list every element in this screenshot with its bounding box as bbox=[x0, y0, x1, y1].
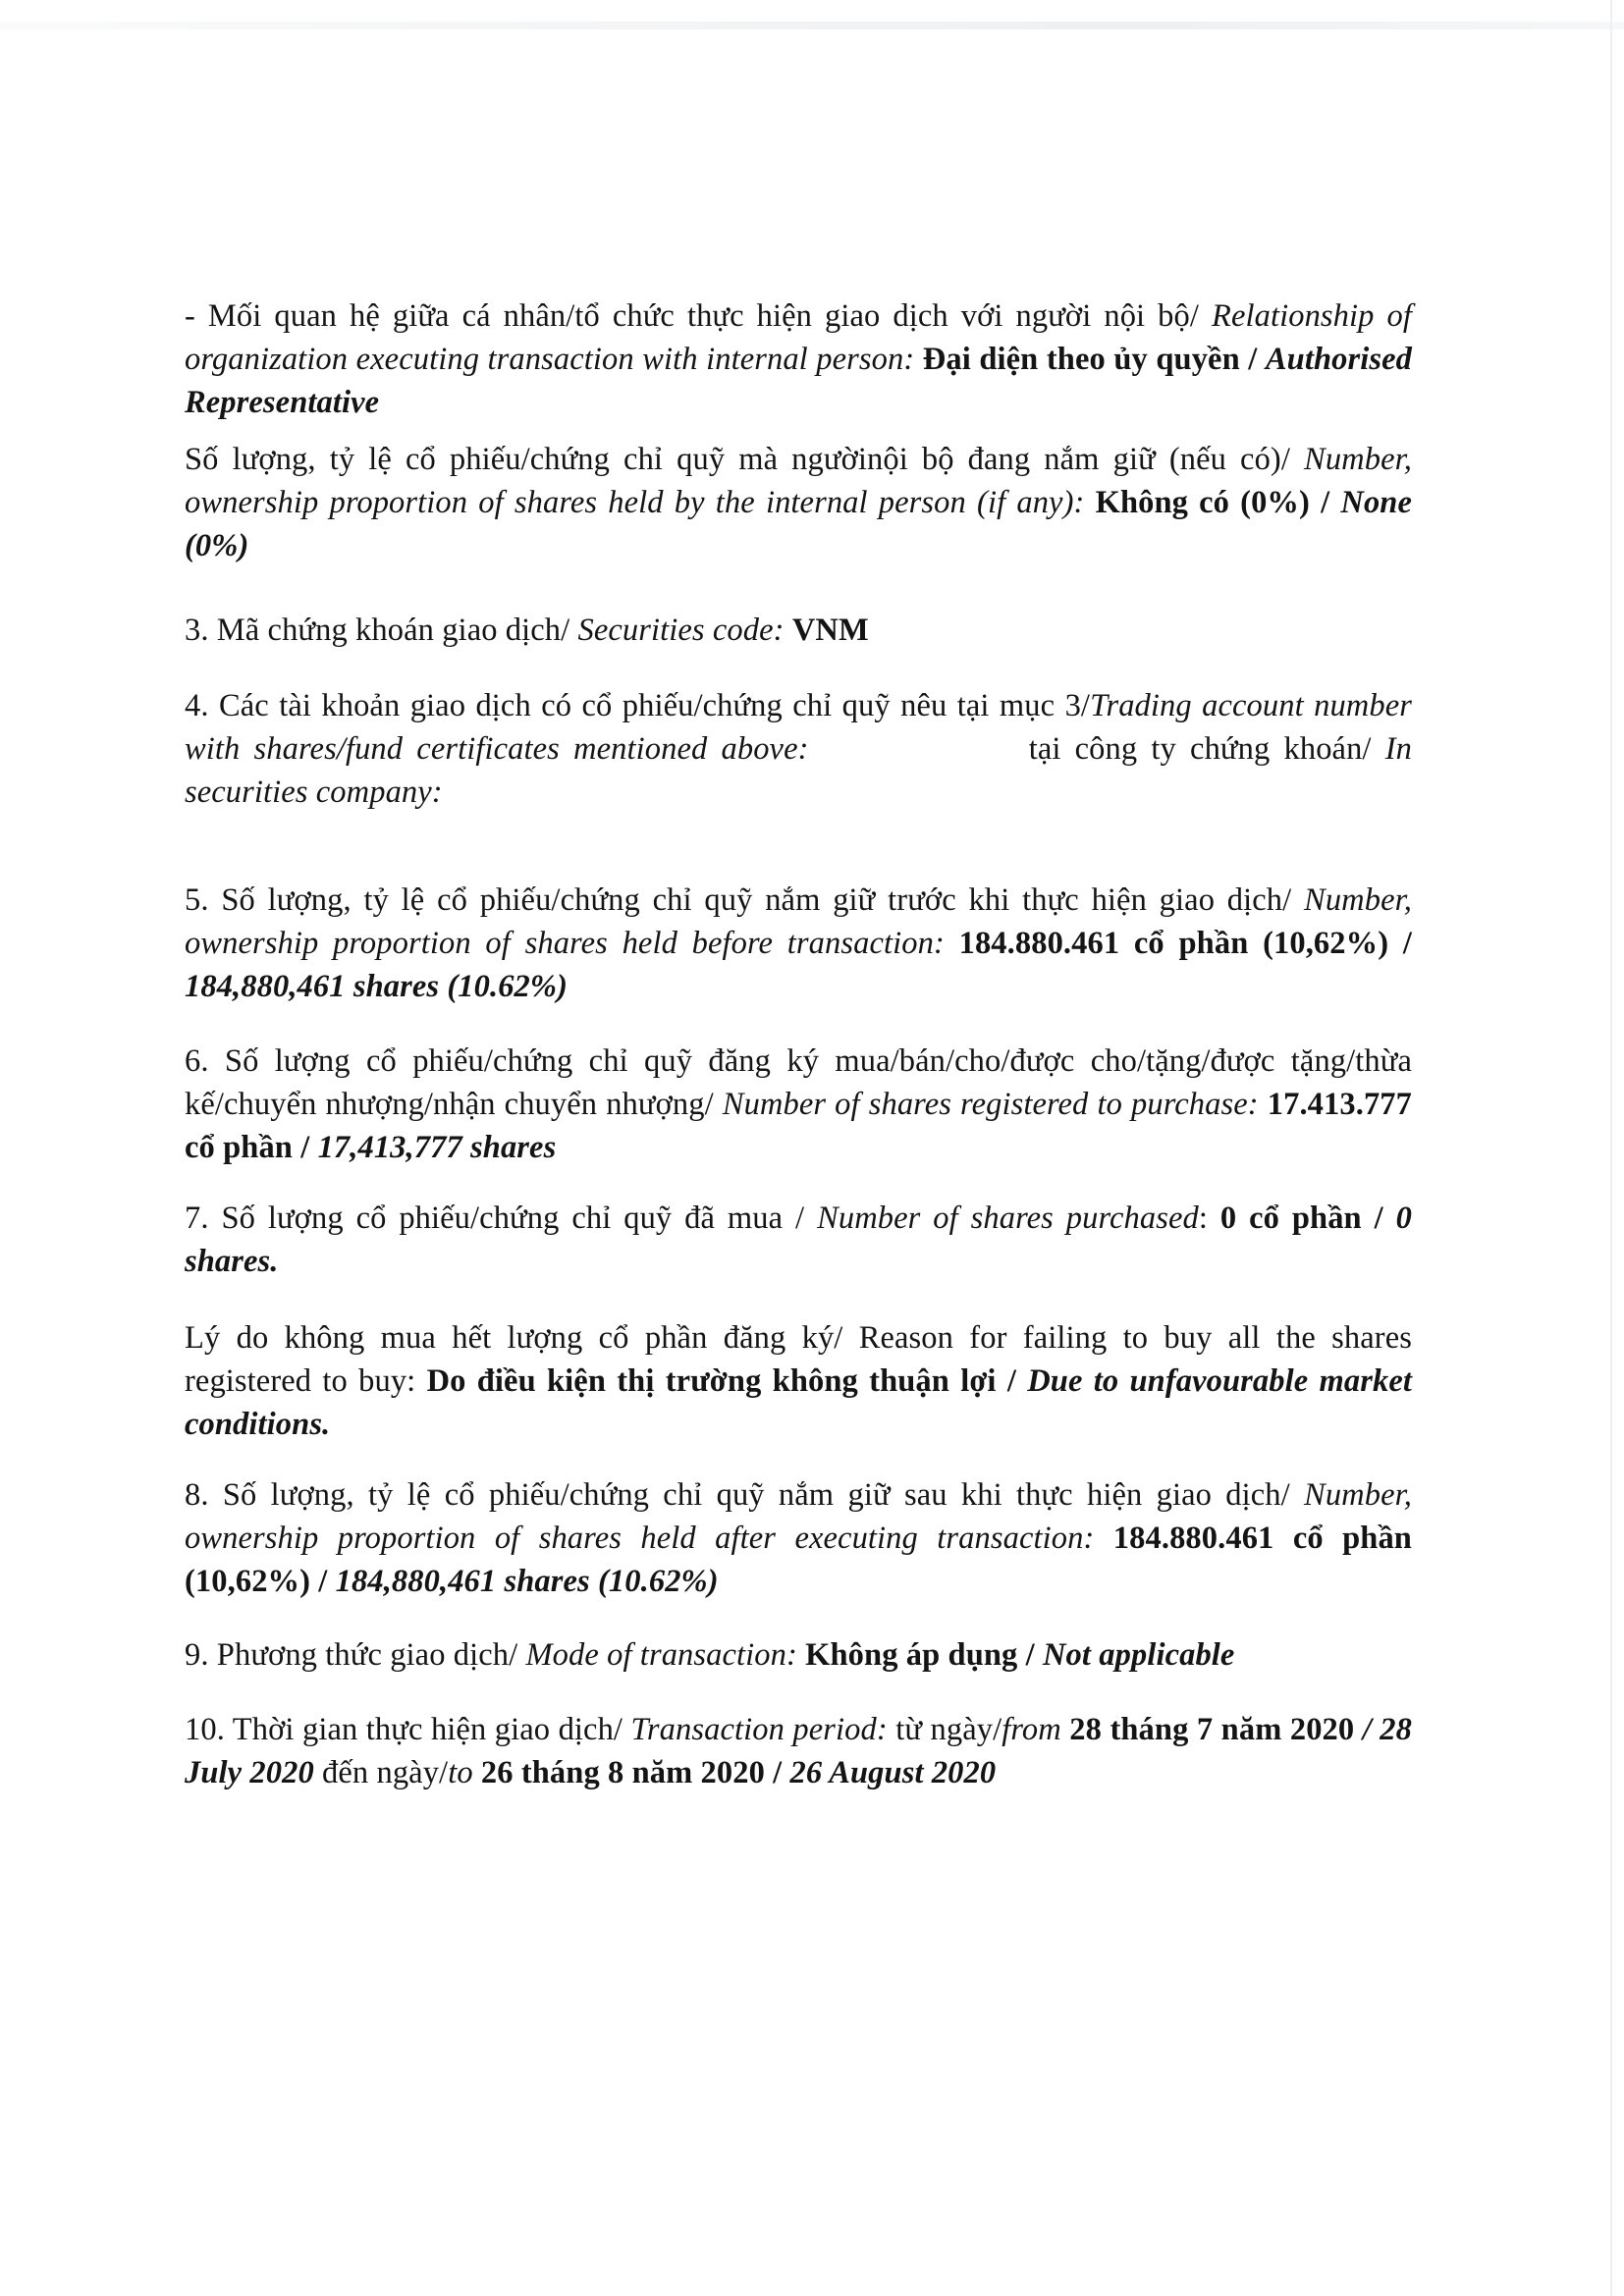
text-segment: 28 tháng 7 năm 2020 bbox=[1069, 1712, 1363, 1747]
text-segment: 8. Số lượng, tỷ lệ cổ phiếu/chứng chỉ quỹ nắm giữ sau khi thực hiện giao dịch/ bbox=[185, 1477, 1305, 1513]
text-segment: 26 tháng 8 năm 2020 / bbox=[480, 1755, 790, 1790]
text-segment: 4. Các tài khoản giao dịch có cổ phiếu/chứng chỉ quỹ nêu tại mục 3/ bbox=[185, 688, 1091, 723]
text-segment: đến ngày/ bbox=[322, 1755, 449, 1790]
text-segment: Authorised Representative bbox=[185, 342, 1412, 420]
text-segment: 0 shares. bbox=[185, 1201, 1412, 1279]
text-segment: Relationship of organization executing transaction with internal person: bbox=[185, 298, 1412, 377]
text-segment: 26 August 2020 bbox=[789, 1755, 997, 1790]
text-segment: Số lượng, tỷ lệ cổ phiếu/chứng chỉ quỹ mà ngườinội bộ đang nắm giữ (nếu có)/ bbox=[185, 442, 1305, 477]
text-segment: 184.880.461 cổ phần (10,62%) / bbox=[185, 1521, 1412, 1599]
text-segment: Do điều kiện thị trường không thuận lợi / bbox=[426, 1363, 1028, 1399]
text-segment: Due to unfavourable market conditions. bbox=[185, 1363, 1412, 1442]
text-segment: : bbox=[1198, 1201, 1220, 1236]
text-segment: to bbox=[448, 1755, 481, 1790]
text-segment: Mode of transaction: bbox=[525, 1637, 806, 1673]
text-segment: 17.413.777 cổ phần / bbox=[185, 1087, 1412, 1165]
text-segment: VNM bbox=[791, 613, 869, 648]
text-segment: Number, ownership proportion of shares held before transaction: bbox=[185, 882, 1412, 961]
text-segment: None (0%) bbox=[185, 485, 1412, 563]
paragraph-item-9-mode-of-transaction bbox=[185, 1633, 1412, 1677]
text-segment: / 28 July 2020 bbox=[185, 1712, 1412, 1790]
text-segment: Number of shares purchased bbox=[817, 1201, 1199, 1236]
text-segment: Transaction period: bbox=[630, 1712, 896, 1747]
text-segment: Number, ownership proportion of shares held after executing transaction: bbox=[185, 1477, 1412, 1556]
text-segment: 3. Mã chứng khoán giao dịch/ bbox=[185, 613, 578, 648]
text-segment: 5. Số lượng, tỷ lệ cổ phiếu/chứng chỉ quỹ nắm giữ trước khi thực hiện giao dịch/ bbox=[185, 882, 1305, 918]
text-segment: 6. Số lượng cổ phiếu/chứng chỉ quỹ đăng ký mua/bán/cho/được cho/tặng/được tặng/thừa kế/chuyển nhượng/nhận chuyển nhượng/ bbox=[185, 1043, 1412, 1122]
text-segment: tại công ty chứng khoán/ bbox=[1028, 731, 1385, 767]
text-segment: Securities code: bbox=[577, 613, 792, 648]
text-segment: Không áp dụng / bbox=[805, 1637, 1043, 1673]
paragraph-item-10-transaction-period bbox=[185, 1708, 1412, 1794]
text-segment: Đại diện theo ủy quyền / bbox=[922, 342, 1266, 377]
text-segment: from bbox=[1001, 1712, 1070, 1747]
paragraph-item-4-trading-account bbox=[185, 684, 1412, 814]
text-segment: Number, ownership proportion of shares held by the internal person (if any): bbox=[185, 442, 1412, 520]
paragraph-item-7-shares-purchased bbox=[185, 1197, 1412, 1283]
text-segment: Number of shares registered to purchase: bbox=[722, 1087, 1268, 1122]
text-segment: 9. Phương thức giao dịch/ bbox=[185, 1637, 526, 1673]
text-segment: 184,880,461 shares (10.62%) bbox=[335, 1564, 719, 1599]
paragraph-item-6-shares-registered bbox=[185, 1040, 1412, 1169]
paragraph-reason-for-not-buying bbox=[185, 1316, 1412, 1446]
text-segment: Trading account number with shares/fund certificates mentioned above: bbox=[185, 688, 1412, 767]
paragraph-shares-held-by-internal-person bbox=[185, 438, 1412, 567]
text-segment: 10. Thời gian thực hiện giao dịch/ bbox=[185, 1712, 631, 1747]
text-segment: 0 cổ phần / bbox=[1219, 1201, 1396, 1236]
text-segment: - Mối quan hệ giữa cá nhân/tổ chức thực hiện giao dịch với người nội bộ/ bbox=[185, 298, 1213, 334]
paragraph-item-3-securities-code bbox=[185, 609, 1412, 652]
text-segment: từ ngày/ bbox=[895, 1712, 1002, 1747]
paragraph-item-5-shares-before-transaction bbox=[185, 879, 1412, 1008]
scan-artifact-right-edge bbox=[1610, 0, 1612, 2296]
text-segment: 184,880,461 shares (10.62%) bbox=[185, 969, 568, 1004]
text-segment: 184.880.461 cổ phần (10,62%) / bbox=[958, 926, 1413, 961]
paragraph-relationship-with-internal-person bbox=[185, 294, 1412, 424]
text-segment: Lý do không mua hết lượng cổ phần đăng ký/ Reason for failing to buy all the shares registered to buy: bbox=[185, 1320, 1412, 1399]
paragraph-item-8-shares-after-transaction bbox=[185, 1473, 1412, 1603]
text-segment: Không có (0%) / bbox=[1095, 485, 1341, 520]
text-segment: 17,413,777 shares bbox=[317, 1130, 557, 1165]
text-gap bbox=[823, 758, 1029, 759]
text-segment: 7. Số lượng cổ phiếu/chứng chỉ quỹ đã mua / bbox=[185, 1201, 818, 1236]
text-segment: Not applicable bbox=[1042, 1637, 1235, 1673]
document-body bbox=[185, 294, 1412, 1794]
text-segment: In securities company: bbox=[185, 731, 1413, 810]
scan-artifact-top-streak bbox=[0, 22, 1624, 29]
